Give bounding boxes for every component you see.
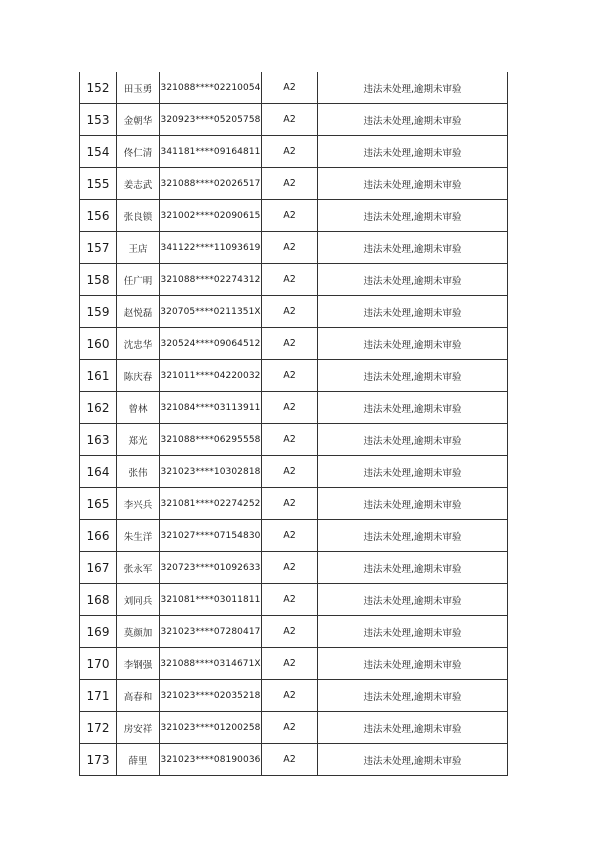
license-class-cell: A2 <box>262 712 318 744</box>
id-number-cell: 321081****03011811 <box>160 584 262 616</box>
status-cell: 违法未处理,逾期未审验 <box>318 456 508 488</box>
status-cell: 违法未处理,逾期未审验 <box>318 200 508 232</box>
driver-name-cell: 朱生洋 <box>117 520 160 552</box>
id-number-cell: 321023****01200258 <box>160 712 262 744</box>
license-class-cell: A2 <box>262 392 318 424</box>
row-number-cell: 168 <box>80 584 117 616</box>
license-class-cell: A2 <box>262 456 318 488</box>
license-class-cell: A2 <box>262 616 318 648</box>
license-class-cell: A2 <box>262 584 318 616</box>
violation-table-container <box>79 72 507 776</box>
driver-name-cell: 王店 <box>117 232 160 264</box>
id-number-cell: 321088****02026517 <box>160 168 262 200</box>
id-number-cell: 321088****0314671X <box>160 648 262 680</box>
driver-name-cell: 任广明 <box>117 264 160 296</box>
table-row <box>80 744 508 776</box>
driver-name-cell: 金朝华 <box>117 104 160 136</box>
license-class-cell: A2 <box>262 648 318 680</box>
license-class-cell: A2 <box>262 744 318 776</box>
license-class-cell: A2 <box>262 424 318 456</box>
table-row <box>80 72 508 104</box>
driver-name-cell: 陈庆春 <box>117 360 160 392</box>
table-row <box>80 488 508 520</box>
table-row <box>80 616 508 648</box>
driver-name-cell: 高春和 <box>117 680 160 712</box>
table-row <box>80 520 508 552</box>
id-number-cell: 321027****07154830 <box>160 520 262 552</box>
table-row <box>80 200 508 232</box>
id-number-cell: 341122****11093619 <box>160 232 262 264</box>
id-number-cell: 321023****07280417 <box>160 616 262 648</box>
row-number-cell: 170 <box>80 648 117 680</box>
violation-table <box>79 72 508 776</box>
table-row <box>80 552 508 584</box>
row-number-cell: 166 <box>80 520 117 552</box>
id-number-cell: 341181****09164811 <box>160 136 262 168</box>
status-cell: 违法未处理,逾期未审验 <box>318 680 508 712</box>
license-class-cell: A2 <box>262 232 318 264</box>
table-row <box>80 392 508 424</box>
status-cell: 违法未处理,逾期未审验 <box>318 744 508 776</box>
status-cell: 违法未处理,逾期未审验 <box>318 136 508 168</box>
status-cell: 违法未处理,逾期未审验 <box>318 488 508 520</box>
row-number-cell: 161 <box>80 360 117 392</box>
table-row <box>80 328 508 360</box>
id-number-cell: 320923****05205758 <box>160 104 262 136</box>
table-row <box>80 104 508 136</box>
row-number-cell: 157 <box>80 232 117 264</box>
status-cell: 违法未处理,逾期未审验 <box>318 328 508 360</box>
table-row <box>80 136 508 168</box>
status-cell: 违法未处理,逾期未审验 <box>318 584 508 616</box>
id-number-cell: 320723****01092633 <box>160 552 262 584</box>
row-number-cell: 159 <box>80 296 117 328</box>
row-number-cell: 158 <box>80 264 117 296</box>
table-row <box>80 168 508 200</box>
driver-name-cell: 张伟 <box>117 456 160 488</box>
row-number-cell: 172 <box>80 712 117 744</box>
row-number-cell: 167 <box>80 552 117 584</box>
driver-name-cell: 姜志武 <box>117 168 160 200</box>
status-cell: 违法未处理,逾期未审验 <box>318 168 508 200</box>
status-cell: 违法未处理,逾期未审验 <box>318 552 508 584</box>
row-number-cell: 153 <box>80 104 117 136</box>
table-row <box>80 584 508 616</box>
id-number-cell: 321002****02090615 <box>160 200 262 232</box>
id-number-cell: 321084****03113911 <box>160 392 262 424</box>
status-cell: 违法未处理,逾期未审验 <box>318 296 508 328</box>
table-row <box>80 232 508 264</box>
id-number-cell: 321088****02274312 <box>160 264 262 296</box>
row-number-cell: 162 <box>80 392 117 424</box>
status-cell: 违法未处理,逾期未审验 <box>318 264 508 296</box>
status-cell: 违法未处理,逾期未审验 <box>318 520 508 552</box>
row-number-cell: 155 <box>80 168 117 200</box>
status-cell: 违法未处理,逾期未审验 <box>318 616 508 648</box>
license-class-cell: A2 <box>262 680 318 712</box>
table-row <box>80 648 508 680</box>
driver-name-cell: 赵悦磊 <box>117 296 160 328</box>
license-class-cell: A2 <box>262 488 318 520</box>
status-cell: 违法未处理,逾期未审验 <box>318 360 508 392</box>
license-class-cell: A2 <box>262 520 318 552</box>
table-row <box>80 296 508 328</box>
row-number-cell: 165 <box>80 488 117 520</box>
license-class-cell: A2 <box>262 328 318 360</box>
row-number-cell: 171 <box>80 680 117 712</box>
row-number-cell: 164 <box>80 456 117 488</box>
license-class-cell: A2 <box>262 264 318 296</box>
driver-name-cell: 张良锁 <box>117 200 160 232</box>
license-class-cell: A2 <box>262 552 318 584</box>
table-row <box>80 456 508 488</box>
row-number-cell: 156 <box>80 200 117 232</box>
table-row <box>80 360 508 392</box>
driver-name-cell: 田玉勇 <box>117 72 160 104</box>
license-class-cell: A2 <box>262 104 318 136</box>
table-row <box>80 680 508 712</box>
row-number-cell: 154 <box>80 136 117 168</box>
license-class-cell: A2 <box>262 72 318 104</box>
id-number-cell: 320705****0211351X <box>160 296 262 328</box>
table-body <box>80 72 508 776</box>
license-class-cell: A2 <box>262 136 318 168</box>
status-cell: 违法未处理,逾期未审验 <box>318 648 508 680</box>
row-number-cell: 152 <box>80 72 117 104</box>
license-class-cell: A2 <box>262 200 318 232</box>
status-cell: 违法未处理,逾期未审验 <box>318 712 508 744</box>
id-number-cell: 320524****09064512 <box>160 328 262 360</box>
driver-name-cell: 莫颜加 <box>117 616 160 648</box>
license-class-cell: A2 <box>262 360 318 392</box>
driver-name-cell: 李钢强 <box>117 648 160 680</box>
id-number-cell: 321088****02210054 <box>160 72 262 104</box>
license-class-cell: A2 <box>262 296 318 328</box>
driver-name-cell: 曾林 <box>117 392 160 424</box>
row-number-cell: 163 <box>80 424 117 456</box>
row-number-cell: 160 <box>80 328 117 360</box>
driver-name-cell: 薛里 <box>117 744 160 776</box>
driver-name-cell: 佟仁清 <box>117 136 160 168</box>
status-cell: 违法未处理,逾期未审验 <box>318 424 508 456</box>
driver-name-cell: 刘同兵 <box>117 584 160 616</box>
driver-name-cell: 郑光 <box>117 424 160 456</box>
id-number-cell: 321023****02035218 <box>160 680 262 712</box>
table-row <box>80 712 508 744</box>
status-cell: 违法未处理,逾期未审验 <box>318 392 508 424</box>
id-number-cell: 321023****10302818 <box>160 456 262 488</box>
id-number-cell: 321088****06295558 <box>160 424 262 456</box>
license-class-cell: A2 <box>262 168 318 200</box>
driver-name-cell: 房安祥 <box>117 712 160 744</box>
table-row <box>80 424 508 456</box>
id-number-cell: 321023****08190036 <box>160 744 262 776</box>
driver-name-cell: 沈忠华 <box>117 328 160 360</box>
id-number-cell: 321011****04220032 <box>160 360 262 392</box>
status-cell: 违法未处理,逾期未审验 <box>318 72 508 104</box>
id-number-cell: 321081****02274252 <box>160 488 262 520</box>
driver-name-cell: 张永军 <box>117 552 160 584</box>
driver-name-cell: 李兴兵 <box>117 488 160 520</box>
row-number-cell: 173 <box>80 744 117 776</box>
row-number-cell: 169 <box>80 616 117 648</box>
status-cell: 违法未处理,逾期未审验 <box>318 232 508 264</box>
status-cell: 违法未处理,逾期未审验 <box>318 104 508 136</box>
table-row <box>80 264 508 296</box>
